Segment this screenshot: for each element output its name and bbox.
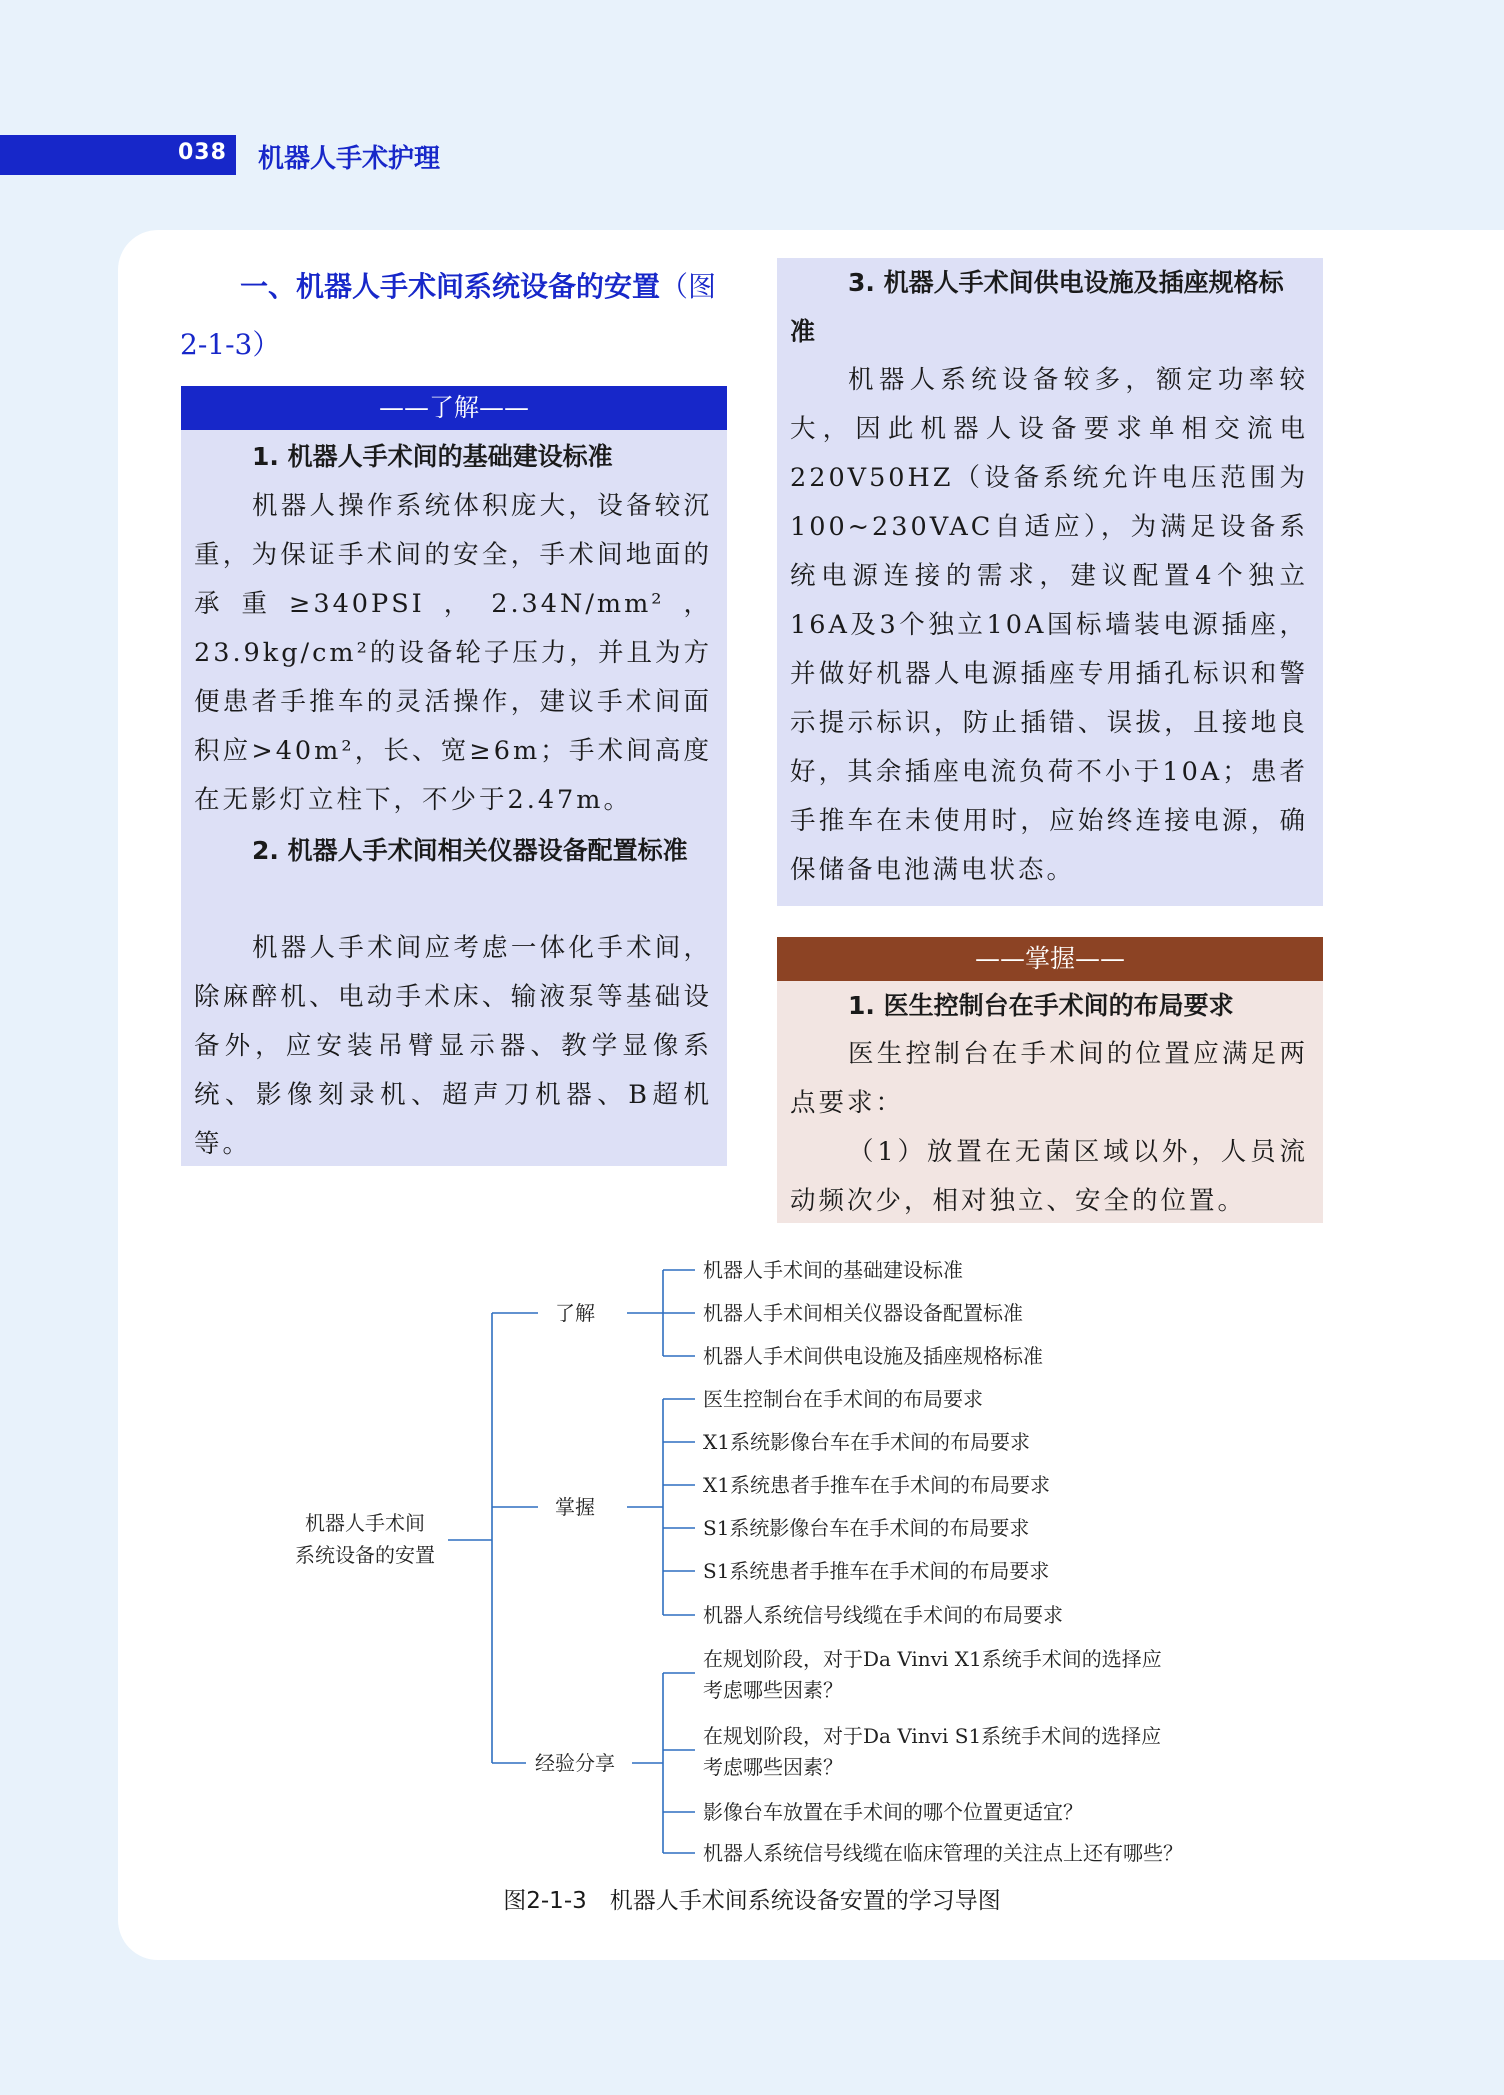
subheading-3: 3. 机器人手术间供电设施及插座规格标准 xyxy=(790,268,1284,346)
mindmap-leaf: 在规划阶段，对于Da Vinvi X1系统手术间的选择应 xyxy=(703,1647,1162,1671)
mindmap-leaf: 在规划阶段，对于Da Vinvi S1系统手术间的选择应 xyxy=(703,1724,1162,1748)
mindmap-branch-understand: 了解 xyxy=(555,1301,595,1325)
mindmap-branch-experience: 经验分享 xyxy=(535,1751,615,1775)
page-number: 038 xyxy=(178,140,227,165)
master-bar: ——掌握—— xyxy=(777,937,1323,981)
mindmap-leaf: 机器人系统信号线缆在手术间的布局要求 xyxy=(703,1603,1063,1627)
understand-bar: ——了解—— xyxy=(181,386,727,430)
paragraph-2: 机器人手术间应考虑一体化手术间，除麻醉机、电动手术床、输液泵等基础设备外，应安装吊臂显示器、教学显像系统、影像刻录机、超声刀机器、B超机等。 xyxy=(194,933,712,1159)
mindmap-root-line1: 机器人手术间 xyxy=(305,1511,425,1535)
mindmap-leaf: 机器人手术间供电设施及插座规格标准 xyxy=(703,1344,1043,1368)
paragraph-1: 机器人操作系统体积庞大，设备较沉重，为保证手术间的安全，手术间地面的承重≥340PSI，2.34N/mm²，23.9kg/cm²的设备轮子压力，并且为方便患者手推车的灵活操作，建议手术间面积应>40m²，长、宽≥6m；手术间高度在无影灯立柱下，不少于2.47m。 xyxy=(194,491,712,815)
mindmap-leaf: S1系统患者手推车在手术间的布局要求 xyxy=(703,1559,1050,1583)
figure-caption: 图2-1-3 机器人手术间系统设备安置的学习导图 xyxy=(503,1888,1001,1914)
master-subheading-1: 1. 医生控制台在手术间的布局要求 xyxy=(848,991,1234,1020)
figure-ref: （图2-1-3） xyxy=(180,270,717,361)
mindmap-leaf: X1系统影像台车在手术间的布局要求 xyxy=(703,1430,1030,1454)
mindmap-leaf: 考虑哪些因素？ xyxy=(703,1678,843,1702)
subheading-1: 1. 机器人手术间的基础建设标准 xyxy=(252,442,613,471)
mindmap-leaf: 医生控制台在手术间的布局要求 xyxy=(703,1387,983,1411)
paragraph-3: 机器人系统设备较多，额定功率较大，因此机器人设备要求单相交流电220V50HZ（设备系统允许电压范围为100~230VAC自适应），为满足设备系统电源连接的需求，建议配置4个独立16A及3个独立10A国标墙装电源插座，并做好机器人电源插座专用插孔标识和警示提示标识，防止插错、误拔，且接地良好，其余插座电流负荷不小于10A；患者手推车在未使用时，应始终连接电源，确保储备电池满电状态。 xyxy=(790,365,1308,885)
section-title-text: 一、机器人手术间系统设备的安置 xyxy=(240,270,661,303)
mindmap-leaf: 考虑哪些因素？ xyxy=(703,1755,843,1779)
mindmap-root-line2: 系统设备的安置 xyxy=(295,1543,435,1567)
master-paragraph-1: 医生控制台在手术间的位置应满足两点要求： xyxy=(790,1039,1308,1118)
mindmap-leaf: X1系统患者手推车在手术间的布局要求 xyxy=(703,1473,1050,1497)
subheading-2: 2. 机器人手术间相关仪器设备配置标准 xyxy=(252,836,688,865)
mindmap-leaf: 机器人手术间的基础建设标准 xyxy=(703,1258,963,1282)
mindmap-leaf: 机器人系统信号线缆在临床管理的关注点上还有哪些？ xyxy=(703,1841,1183,1865)
mindmap-leaf: 影像台车放置在手术间的哪个位置更适宜？ xyxy=(703,1800,1083,1824)
book-title: 机器人手术护理 xyxy=(258,144,441,174)
mindmap-branch-master: 掌握 xyxy=(555,1495,595,1519)
mindmap-leaf: 机器人手术间相关仪器设备配置标准 xyxy=(703,1301,1023,1325)
mindmap-leaf: S1系统影像台车在手术间的布局要求 xyxy=(703,1516,1030,1540)
master-paragraph-2: （1）放置在无菌区域以外，人员流动频次少，相对独立、安全的位置。 xyxy=(790,1137,1308,1216)
